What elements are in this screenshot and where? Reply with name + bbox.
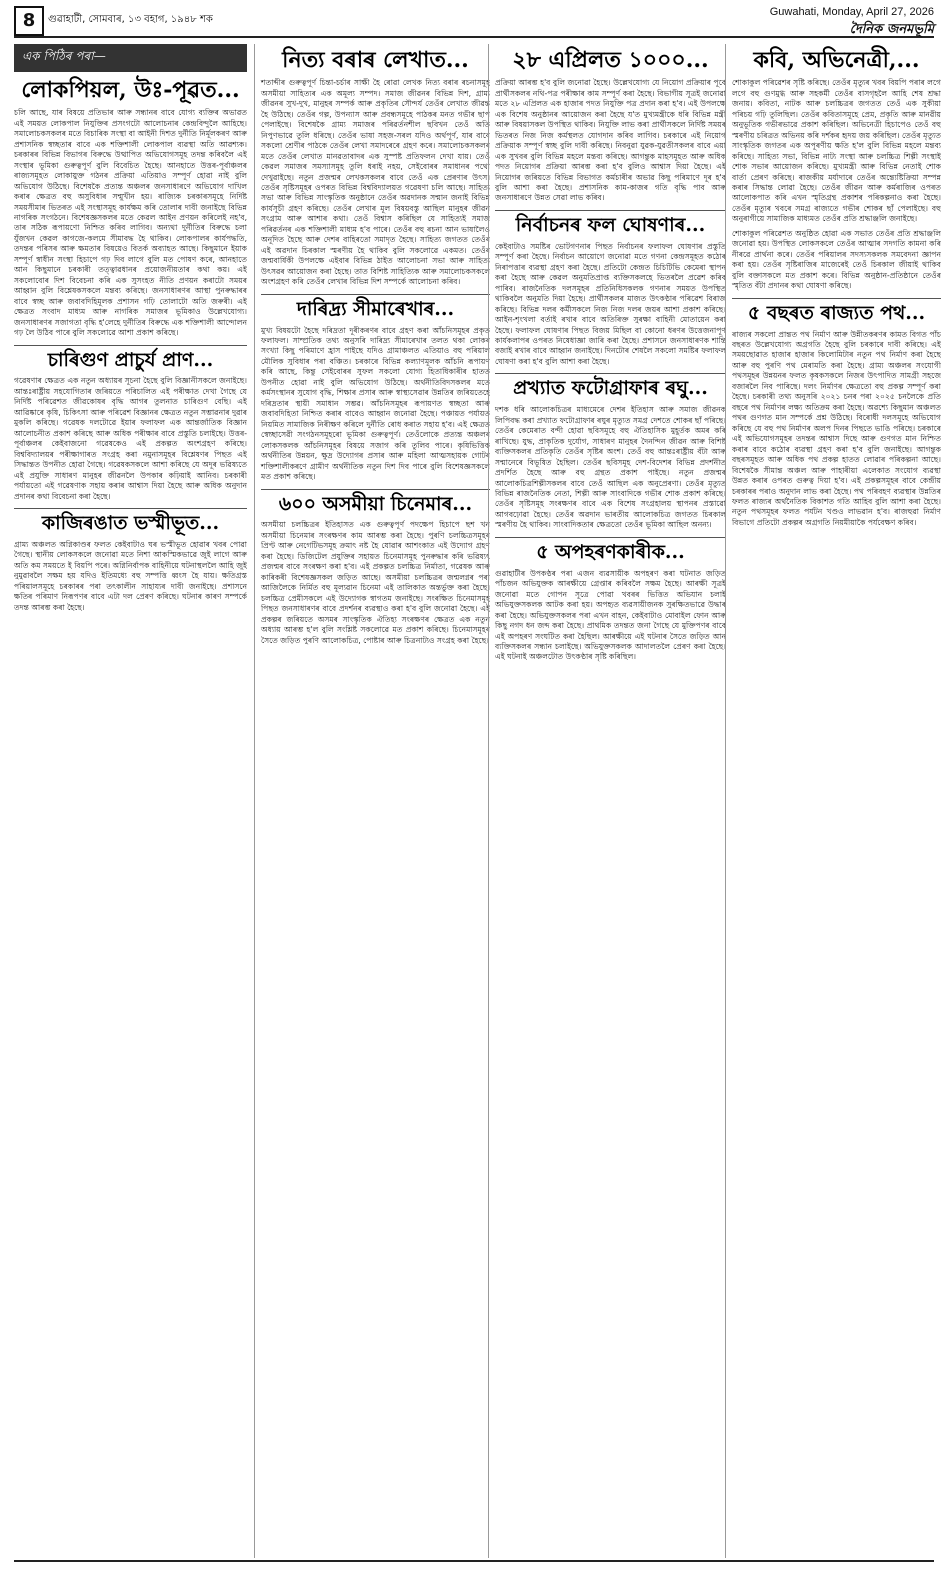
article-body: প্ৰক্ৰিয়া আৰম্ভ হ'ব বুলি জনোৱা হৈছে। উল্লেখযোগ্য যে নিয়োগ প্ৰক্ৰিয়াৰ পূৰ্বে প্ৰাৰ্থীসকলৰ নথি-পত্ৰ পৰীক্ষাৰ কাম সম্পূৰ্ণ কৰা হৈছে। বিভাগীয় সূত্ৰই জনোৱা মতে ২৮ এপ্ৰিলত এক হাজাৰ পদত নিযুক্তি পত্ৰ প্ৰদান কৰা হ'ব। এই উপলক্ষে এক বিশেষ অনুষ্ঠানৰ আয়োজন কৰা হৈছে য'ত মুখ্যমন্ত্ৰীকে ধৰি বিভিন্ন মন্ত্ৰী আৰু বিষয়াসকল উপস্থিত থাকিব। নিযুক্তি লাভ কৰা প্ৰাৰ্থীসকলে নিৰ্দিষ্ট সময়ৰ ভিতৰত নিজ নিজ কৰ্মস্থলত যোগদান কৰিব লাগিব। চৰকাৰে এই নিয়োগ প্ৰক্ৰিয়াক সম্পূৰ্ণ স্বচ্ছ বুলি দাবী কৰিছে। নিবনুৱা যুৱক-যুৱতীসকলৰ বাবে এয়া এক সুখবৰ বুলি বিভিন্ন মহলে মন্তব্য কৰিছে। আগন্তুক মাহসমূহত আৰু অধিক পদত নিয়োগৰ প্ৰক্ৰিয়া আৰম্ভ কৰা হ'ব বুলিও আশ্বাস দিয়া হৈছে। এই নিয়োগৰ জৰিয়তে বিভিন্ন বিভাগত কৰ্মচাৰীৰ অভাৱ কিছু পৰিমাণে দূৰ হ'ব বুলি আশা কৰা হৈছে। প্ৰশাসনিক কাম-কাজৰ গতি বৃদ্ধি পাব আৰু জনসাধাৰণে উন্নত সেৱা লাভ কৰিব। xyxy=(495,78,726,203)
divider xyxy=(14,508,247,509)
headline: ৫ বছৰত ৰাজ্যত পথ... xyxy=(747,301,926,324)
column-2 xyxy=(254,44,490,1558)
page-header xyxy=(14,4,934,38)
headline: ৫ অপহৰণকাৰীক... xyxy=(536,540,685,563)
headline: ৬০০ অসমীয়া চিনেমাৰ... xyxy=(278,492,473,515)
divider xyxy=(495,210,726,211)
column-3 xyxy=(488,44,726,1558)
article-body: দশক ধৰি আলোকচিত্ৰৰ মাধ্যমেৰে দেশৰ ইতিহাস আৰু সমাজ জীৱনক লিপিবদ্ধ কৰা প্ৰখ্যাত ফটোগ্ৰাফাৰ ৰঘুৰ মৃত্যুত সমগ্ৰ দেশতে শোকৰ ছাঁ পৰিছে। তেওঁৰ কেমেৰাত বন্দী হোৱা ছবিসমূহে বহু ঐতিহাসিক মুহূৰ্তক অমৰ কৰি ৰাখিছে। যুদ্ধ, প্ৰাকৃতিক দুৰ্যোগ, সাধাৰণ মানুহৰ দৈনন্দিন জীৱন আৰু বিশিষ্ট ব্যক্তিসকলৰ প্ৰতিকৃতি তেওঁৰ সৃষ্টিৰ অংশ। তেওঁ বহু আন্তঃৰাষ্ট্ৰীয় বঁটা আৰু সন্মানেৰে বিভূষিত হৈছিল। তেওঁৰ ছবিসমূহ দেশ-বিদেশৰ বিভিন্ন প্ৰদৰ্শনীত প্ৰদৰ্শিত হৈছে আৰু বহু গ্ৰন্থত প্ৰকাশ পাইছে। নতুন প্ৰজন্মৰ আলোকচিত্ৰশিল্পীসকলৰ বাবে তেওঁ আছিল এক অনুপ্ৰেৰণা। তেওঁৰ মৃত্যুত বিভিন্ন ৰাজনৈতিক নেতা, শিল্পী আৰু সাংবাদিকে গভীৰ শোক প্ৰকাশ কৰিছে। তেওঁৰ সৃষ্টিসমূহ সংৰক্ষণৰ বাবে এক বিশেষ সংগ্ৰহালয় স্থাপনৰ প্ৰস্তাৱো আগবঢ়োৱা হৈছে। তেওঁৰ অৱদান ভাৰতীয় আলোকচিত্ৰ জগতত চিৰকাল স্মৰণীয় হৈ থাকিব। সাংবাদিকতাৰ ক্ষেত্ৰতো তেওঁৰ ভূমিকা আছিল অনন্য। xyxy=(495,405,726,530)
article-body: ৰাজ্যৰ সকলো প্ৰান্তত পথ নিৰ্মাণ আৰু উন্নীতকৰণৰ কামত বিগত পাঁচ বছৰত উল্লেখযোগ্য অগ্ৰগতি হৈছে বুলি চৰকাৰে দাবী কৰিছে। এই সময়ছোৱাত হাজাৰ হাজাৰ কিলোমিটাৰ নতুন পথ নিৰ্মাণ কৰা হৈছে আৰু বহু পুৰণি পথ মেৰামতি কৰা হৈছে। গ্ৰাম্য অঞ্চলৰ সংযোগী পথসমূহৰ উন্নয়নৰ ফলত কৃষকসকলে নিজৰ উৎপাদিত সামগ্ৰী সহজে বজাৰলৈ নিব পাৰিছে। দলং নিৰ্মাণৰ ক্ষেত্ৰতো বহু প্ৰকল্প সম্পূৰ্ণ কৰা হৈছে। চৰকাৰী তথ্য অনুসৰি ২০২১ চনৰ পৰা ২০২৫ চনলৈকে প্ৰতি বছৰে পথ নিৰ্মাণৰ লক্ষ্য অতিক্ৰম কৰা হৈছে। অৱশ্যে কিছুমান অঞ্চলত পথৰ গুণগত মান সম্পৰ্কে প্ৰশ্ন উঠিছে। বিৰোধী দলসমূহে অভিযোগ কৰিছে যে বহু পথ নিৰ্মাণৰ অলপ দিনৰ পিছতে ভাঙি পৰিছে। চৰকাৰে এই অভিযোগসমূহৰ তদন্তৰ আশ্বাস দিছে আৰু গুণগত মান নিশ্চিত কৰাৰ বাবে কঠোৰ ব্যৱস্থা গ্ৰহণ কৰা হ'ব বুলি জনাইছে। আগন্তুক বছৰসমূহত আৰু অধিক পথ প্ৰকল্প হাতত লোৱাৰ পৰিকল্পনা আছে। বিশেষকৈ সীমান্ত অঞ্চল আৰু পাহাৰীয়া এলেকাত সংযোগ ব্যৱস্থা উন্নত কৰাৰ ওপৰত গুৰুত্ব দিয়া হ'ব। এই প্ৰকল্পসমূহৰ বাবে কেন্দ্ৰীয় চৰকাৰৰ পৰাও অনুদান লাভ কৰা হৈছে। পথ পৰিবহণ ব্যৱস্থাৰ উন্নতিৰ ফলত ৰাজ্যৰ অৰ্থনৈতিক বিকাশত গতি আহিব বুলি আশা কৰা হৈছে। নতুন পথসমূহৰ ফলত পৰ্যটন খণ্ডও লাভৱান হ'ব। ৰাজহুৱা নিৰ্মাণ বিভাগে প্ৰতিটো প্ৰকল্পৰ অগ্ৰগতি নিয়মীয়াকৈ পৰ্যবেক্ষণ কৰিব। xyxy=(732,329,941,527)
headline: নিৰ্বাচনৰ ফল ঘোষণাৰ... xyxy=(515,213,706,236)
article-body: গুৱাহাটীৰ উপকণ্ঠৰ পৰা এজন ব্যৱসায়ীক অপহৰণ কৰা ঘটনাত জড়িত পাঁচজন অভিযুক্তক আৰক্ষীয়ে গ্ৰেপ্তাৰ কৰিবলৈ সক্ষম হৈছে। আৰক্ষী সূত্ৰই জনোৱা মতে গোপন সূত্ৰে পোৱা খবৰৰ ভিত্তিত অভিযান চলাই অভিযুক্তসকলক আটক কৰা হয়। অপহৃত ব্যৱসায়ীজনক সুৰক্ষিতভাৱে উদ্ধাৰ কৰা হৈছে। অভিযুক্তসকলৰ পৰা এখন বাহন, কেইবাটাও মোবাইল ফোন আৰু কিছু নগদ ধন জব্দ কৰা হৈছে। প্ৰাথমিক তদন্তত জনা গৈছে যে মুক্তিপণৰ বাবে এই অপহৰণ সংঘটিত কৰা হৈছিল। আৰক্ষীয়ে এই ঘটনাৰ সৈতে জড়িত আন ব্যক্তিসকলৰ সন্ধান চলাইছে। অভিযুক্তসকলক আদালতলৈ প্ৰেৰণ কৰা হৈছে। এই ঘটনাই অঞ্চলটোত উৎকণ্ঠাৰ সৃষ্টি কৰিছিল। xyxy=(495,568,726,662)
article-body: শোকাকুল পৰিৱেশত অনুষ্ঠিত হোৱা এক সভাত তেওঁৰ প্ৰতি শ্ৰদ্ধাঞ্জলি জনোৱা হয়। উপস্থিত লোকসকলে তেওঁৰ আত্মাৰ সদগতি কামনা কৰি নীৰৱে প্ৰাৰ্থনা কৰে। তেওঁৰ পৰিয়ালৰ সদস্যসকলক সমবেদনা জ্ঞাপন কৰা হয়। তেওঁৰ সৃষ্টিৰাজিৰ মাজেৰেই তেওঁ চিৰকাল জীয়াই থাকিব বুলি বক্তাসকলে মত প্ৰকাশ কৰে। বিভিন্ন অনুষ্ঠান-প্ৰতিষ্ঠানে তেওঁৰ স্মৃতিত বঁটা প্ৰদানৰ কথা ঘোষণা কৰিছে। xyxy=(732,228,941,291)
article-body: গ্ৰাম্য অঞ্চলত অগ্নিকাণ্ডৰ ফলত কেইবাটাও ঘৰ ভস্মীভূত হোৱাৰ খবৰ পোৱা গৈছে। স্থানীয় লোকসকলে জনোৱা মতে নিশা আকস্মিকভাৱে জুই লাগে আৰু অতি কম সময়তে ই বিয়পি পৰে। অগ্নিনিৰ্বাপক বাহিনীয়ে ঘটনাস্থললৈ আহি জুই নুমুৱাবলৈ সক্ষম হয় যদিও ইতিমধ্যে বহু সম্পত্তি ধ্বংস হৈ যায়। ক্ষতিগ্ৰস্ত পৰিয়ালসমূহে চৰকাৰৰ পৰা তৎকালীন সাহায্যৰ দাবী জনাইছে। প্ৰশাসনে ক্ষতিৰ পৰিমাণ নিৰূপণৰ বাবে এটা দল প্ৰেৰণ কৰিছে। ঘটনাৰ কাৰণ সম্পৰ্কে তদন্ত আৰম্ভ কৰা হৈছে। xyxy=(14,539,247,612)
divider xyxy=(495,373,726,374)
article-body: মুখ্য বিষয়টো হৈছে দৰিদ্ৰতা দূৰীকৰণৰ বাবে গ্ৰহণ কৰা আঁচনিসমূহৰ প্ৰকৃত ফলাফল। সাম্প্ৰতিক তথ্য অনুসৰি দাৰিদ্ৰ্য সীমাৰেখাৰ তলত থকা লোকৰ সংখ্যা কিছু পৰিমাণে হ্ৰাস পাইছে যদিও গ্ৰামাঞ্চলত এতিয়াও বহু পৰিয়াল মৌলিক সুবিধাৰ পৰা বঞ্চিত। চৰকাৰে বিভিন্ন কল্যাণমূলক আঁচনি ৰূপায়ণ কৰি আছে, কিন্তু সেইবোৰৰ সুফল সকলো যোগ্য হিতাধিকাৰীৰ হাতত উপনীত হোৱা নাই বুলি অভিযোগ উঠিছে। অৰ্থনীতিবিদসকলৰ মতে কৰ্মসংস্থানৰ সুযোগ বৃদ্ধি, শিক্ষাৰ প্ৰসাৰ আৰু স্বাস্থ্যসেৱাৰ উন্নতিৰ জৰিয়তেহে দৰিদ্ৰতাৰ স্থায়ী সমাধান সম্ভৱ। আঁচনিসমূহৰ ৰূপায়ণত স্বচ্ছতা আৰু জবাবদিহিতা নিশ্চিত কৰাৰ বাবেও আহ্বান জনোৱা হৈছে। পঞ্চায়ত পৰ্যায়ত নিয়মিত সামাজিক নিৰীক্ষণ কৰিলে দুৰ্নীতি ৰোধ কৰাত সহায় হ'ব। এই ক্ষেত্ৰত স্বেচ্ছাসেৱী সংগঠনসমূহৰো ভূমিকা গুৰুত্বপূৰ্ণ। তেওঁলোকে প্ৰত্যন্ত অঞ্চলৰ লোকসকলক আঁচনিসমূহৰ বিষয়ে সজাগ কৰি তুলিব পাৰে। কৃষিভিত্তিক অৰ্থনীতিৰ উন্নয়ন, ক্ষুদ্ৰ উদ্যোগৰ প্ৰসাৰ আৰু মহিলা আত্মসহায়ক গোটৰ শক্তিশালীকৰণে গ্ৰামীণ অৰ্থনীতিক নতুন দিশ দিব পাৰে বুলি বিশেষজ্ঞসকলে মত প্ৰকাশ কৰিছে। xyxy=(261,325,490,482)
local-date: গুৱাহাটী, সোমবাৰ, ১৩ বহাগ, ১৯৪৮ শক xyxy=(48,14,213,25)
footer-rule xyxy=(14,1560,934,1562)
divider xyxy=(14,345,247,346)
article-body: শতাব্দীৰ গুৰুত্বপূৰ্ণ চিন্তা-চৰ্চাৰ সাক্ষী হৈ ৰোৱা লেখক নিত্য বৰাৰ ৰচনাসমূহ অসমীয়া সাহিত্যৰ এক অমূল্য সম্পদ। সমাজ জীৱনৰ বিভিন্ন দিশ, গ্ৰাম্য জীৱনৰ সুখ-দুখ, মানুহৰ সম্পৰ্ক আৰু প্ৰকৃতিৰ সৌন্দৰ্য তেওঁৰ লেখাত জীৱন্ত হৈ উঠিছে। তেওঁৰ গল্প, উপন্যাস আৰু প্ৰবন্ধসমূহে পাঠকৰ মনত গভীৰ ছাপ পেলাইছে। বিশেষকৈ গ্ৰাম্য সমাজৰ পৰিৱৰ্তনশীল ছবিখন তেওঁ অতি নিপুণভাৱে তুলি ধৰিছে। তেওঁৰ ভাষা সহজ-সৰল যদিও অৰ্থপূৰ্ণ, যাৰ বাবে সকলো শ্ৰেণীৰ পাঠকে তেওঁৰ লেখা সমাদৰেৰে গ্ৰহণ কৰে। সমালোচকসকলৰ মতে তেওঁৰ লেখাত মানৱতাবাদৰ এক সুস্পষ্ট প্ৰতিফলন দেখা যায়। তেওঁ কেৱল সমাজৰ সমস্যাসমূহ তুলি ধৰাই নহয়, সেইবোৰৰ সমাধানৰ পথো দেখুৱাইছে। নতুন প্ৰজন্মৰ লেখকসকলৰ বাবে তেওঁ এক প্ৰেৰণাৰ উৎস। তেওঁৰ সৃষ্টিসমূহৰ ওপৰত বিভিন্ন বিশ্ববিদ্যালয়ত গৱেষণা চলি আছে। সাহিত্য সভা আৰু বিভিন্ন সাংস্কৃতিক অনুষ্ঠানে তেওঁৰ অৱদানক সন্মান জনাই বিভিন্ন কাৰ্যসূচী গ্ৰহণ কৰিছে। তেওঁৰ লেখাৰ মূল বিষয়বস্তু আছিল মানুহৰ জীৱন সংগ্ৰাম আৰু আশাৰ কথা। তেওঁ বিশ্বাস কৰিছিল যে সাহিত্যই সমাজ পৰিৱৰ্তনৰ এক শক্তিশালী মাধ্যম হ'ব পাৰে। তেওঁৰ বহু ৰচনা আন ভাষালৈও অনূদিত হৈছে আৰু দেশৰ বাহিৰতো সমাদৃত হৈছে। সাহিত্য জগতত তেওঁৰ এই অৱদান চিৰকাল স্মৰণীয় হৈ থাকিব বুলি সকলোৱে একমত। তেওঁৰ জন্মবাৰ্ষিকী উপলক্ষে এইবাৰ বিভিন্ন ঠাইত আলোচনা সভা আৰু সাহিত্য উৎসৱৰ আয়োজন কৰা হৈছে। তাত বিশিষ্ট সাহিত্যিক আৰু সমালোচকসকলে অংশগ্ৰহণ কৰি তেওঁৰ লেখাৰ বিভিন্ন দিশ সম্পৰ্কে আলোচনা কৰিব। xyxy=(261,78,490,287)
article-body: অসমীয়া চলচ্চিত্ৰৰ ইতিহাসত এক গুৰুত্বপূৰ্ণ পদক্ষেপ হিচাপে ছশ খন অসমীয়া চিনেমাৰ সংৰক্ষণৰ কাম আৰম্ভ কৰা হৈছে। পুৰণি চলচ্চিত্ৰসমূহৰ প্ৰিণ্ট আৰু নেগেটিভসমূহ ক্ৰমাৎ নষ্ট হৈ যোৱাৰ আশংকাত এই উদ্যোগ গ্ৰহণ কৰা হৈছে। ডিজিটেল প্ৰযুক্তিৰ সহায়ত চিনেমাসমূহ পুনৰুদ্ধাৰ কৰি ভৱিষ্যৎ প্ৰজন্মৰ বাবে সংৰক্ষণ কৰা হ'ব। এই প্ৰকল্পত চলচ্চিত্ৰ নিৰ্মাতা, গৱেষক আৰু কাৰিকৰী বিশেষজ্ঞসকল জড়িত আছে। অসমীয়া চলচ্চিত্ৰৰ জন্মলগ্নৰ পৰা আজিলৈকে নিৰ্মিত বহু মূল্যৱান চিনেমা এই তালিকাত অন্তৰ্ভুক্ত কৰা হৈছে। চলচ্চিত্ৰ প্ৰেমীসকলে এই উদ্যোগক স্বাগতম জনাইছে। সংৰক্ষিত চিনেমাসমূহ পিছত জনসাধাৰণৰ বাবে প্ৰদৰ্শনৰ ব্যৱস্থাও কৰা হ'ব বুলি জনোৱা হৈছে। এই প্ৰকল্পৰ জৰিয়তে অসমৰ সাংস্কৃতিক ঐতিহ্য সংৰক্ষণৰ ক্ষেত্ৰত এক নতুন অধ্যায় আৰম্ভ হ'ল বুলি সংশ্লিষ্ট সকলোৱে মত প্ৰকাশ কৰিছে। চিনেমাসমূহৰ সৈতে জড়িত পুৰণি আলোকচিত্ৰ, পোষ্টাৰ আৰু চিত্ৰনাট্যও সংগ্ৰহ কৰা হৈছে। xyxy=(261,520,490,645)
divider xyxy=(261,489,490,490)
headline: দাৰিদ্ৰ্য সীমাৰেখাৰ... xyxy=(296,297,455,320)
divider xyxy=(495,537,726,538)
divider xyxy=(261,294,490,295)
headline: প্ৰখ্যাত ফটোগ্ৰাফাৰ ৰঘু... xyxy=(513,377,708,400)
column-4 xyxy=(725,44,941,1558)
headline: চাৰিগুণ প্ৰাচুৰ্য প্ৰাণ... xyxy=(47,348,214,371)
article-body: গৱেষণাৰ ক্ষেত্ৰত এক নতুন অধ্যায়ৰ সূচনা হৈছে বুলি বিজ্ঞানীসকলে জনাইছে। আন্তঃৰাষ্ট্ৰীয় সহযোগিতাৰ জৰিয়তে পৰিচালিত এই পৰীক্ষাত দেখা গৈছে যে নিৰ্দিষ্ট পৰিৱেশত জীৱকোষৰ বৃদ্ধি আগৰ তুলনাত চাৰিগুণ বেছি। এই আৱিষ্কাৰে কৃষি, চিকিৎসা আৰু পৰিৱেশ বিজ্ঞানৰ ক্ষেত্ৰত নতুন সম্ভাৱনাৰ দুৱাৰ মুকলি কৰিছে। গৱেষক দলটোৱে ইয়াৰ ফলাফল এক আন্তৰ্জাতিক বিজ্ঞান আলোচনীত প্ৰকাশ কৰিছে আৰু অধিক পৰীক্ষাৰ বাবে প্ৰস্তুতি চলাইছে। উত্তৰ-পূৰ্বাঞ্চলৰ কেইবাজনো গৱেষকেও এই প্ৰকল্পত অংশগ্ৰহণ কৰিছে। বিশ্ববিদ্যালয়ৰ পৰীক্ষাগাৰত সংগ্ৰহ কৰা নমুনাসমূহৰ বিশ্লেষণৰ পিছত এই সিদ্ধান্তত উপনীত হোৱা গৈছে। গৱেষকসকলে আশা কৰিছে যে অদূৰ ভৱিষ্যতে এই প্ৰযুক্তি সাধাৰণ মানুহৰ জীৱনলৈ উপকাৰ কঢ়িয়াই আনিব। চৰকাৰী পৰ্যায়তো এই গৱেষণাক সহায় কৰাৰ আশ্বাস দিয়া হৈছে আৰু অধিক অনুদান প্ৰদানৰ কথা বিবেচনা কৰা হৈছে। xyxy=(14,376,247,501)
headline: কবি, অভিনেত্ৰী,... xyxy=(753,47,920,73)
page-number: 8 xyxy=(14,6,44,36)
column-1 xyxy=(14,44,247,1558)
english-date: Guwahati, Monday, April 27, 2026 xyxy=(769,6,934,18)
headline: নিত্য বৰাৰ লেখাত... xyxy=(282,47,469,73)
article-body: চলি আছে, যাৰ বিষয়ে প্ৰতিভাৰ আৰু সন্ধানৰ বাবে যোগ্য ব্যক্তিৰ অভাৱত এই সময়ত লোকপাল নিযুক্তিৰ প্ৰসংগটো আলোচনাৰ কেন্দ্ৰবিন্দুলৈ আহিছে। সমালোচকসকলৰ মতে বিচাৰিক সংস্থা বা আইনী দিশত দুৰ্নীতি নিৰ্মূলকৰণ আৰু প্ৰশাসনিক স্বচ্ছতাৰ বাবে এক শক্তিশালী লোকপাল ব্যৱস্থা অতি আৱশ্যক। চৰকাৰৰ বিভিন্ন বিভাগৰ বিৰুদ্ধে উত্থাপিত অভিযোগসমূহ তদন্ত কৰিবলৈ এই সংস্থাৰ ভূমিকা গুৰুত্বপূৰ্ণ বুলি বিবেচিত হৈছে। আনহাতে উত্তৰ-পূৰ্বাঞ্চলৰ ৰাজ্যসমূহত লোকায়ুক্ত গঠনৰ প্ৰক্ৰিয়া এতিয়াও সম্পূৰ্ণ হোৱা নাই বুলি অভিযোগ উঠিছে। বিশেষকৈ প্ৰত্যন্ত অঞ্চলৰ জনসাধাৰণে অভিযোগ দাখিল কৰাৰ ক্ষেত্ৰত বহু অসুবিধাৰ সন্মুখীন হয়। ৰাজ্যিক চৰকাৰসমূহে নিৰ্দিষ্ট সময়সীমাৰ ভিতৰত এই সংস্থাসমূহ কাৰ্যক্ষম কৰি তোলাৰ দাবী জনাইছে বিভিন্ন নাগৰিক সংগঠনে। বিশেষজ্ঞসকলৰ মতে কেৱল আইন প্ৰণয়ন কৰিলেই নহ'ব, তাৰ সঠিক ৰূপায়ণো নিশ্চিত কৰিব লাগিব। অন্যথা দুৰ্নীতিৰ বিৰুদ্ধে চলা যুঁজখন কেৱল কাগজে-কলমে সীমাবদ্ধ হৈ থাকিব। লোকপালৰ কাৰ্যপদ্ধতি, তদন্তৰ পৰিসৰ আৰু ক্ষমতাৰ বিষয়েও বিতৰ্ক অব্যাহত আছে। কিছুমানে ইয়াক সম্পূৰ্ণ স্বাধীন সংস্থা হিচাপে গঢ় দিব লাগে বুলি মত পোষণ কৰে, আনহাতে আন কিছুমানে চৰকাৰী তত্ত্বাৱধানৰ প্ৰয়োজনীয়তাৰ কথা কয়। এই সকলোবোৰ দিশ বিবেচনা কৰি এক সুসংহত নীতি প্ৰণয়ন কৰাটো সময়ৰ আহ্বান বুলি বিশ্লেষকসকলে মন্তব্য কৰিছে। জনসাধাৰণৰ আস্থা পুনৰুদ্ধাৰৰ বাবে স্বচ্ছ আৰু জবাবদিহিমূলক প্ৰশাসন গঢ়ি তোলাটো অতি জৰুৰী। এই ক্ষেত্ৰত সংবাদ মাধ্যম আৰু নাগৰিক সমাজৰ ভূমিকাও উল্লেখযোগ্য। জনসাধাৰণৰ সজাগতা বৃদ্ধি হ'লেহে দুৰ্নীতিৰ বিৰুদ্ধে এক শক্তিশালী আন্দোলন গঢ় লৈ উঠিব পাৰে বুলি সকলোৱে আশা প্ৰকাশ কৰিছে। xyxy=(14,108,247,338)
article-body: শোকাকুল পৰিৱেশৰ সৃষ্টি কৰিছে। তেওঁৰ মৃত্যুৰ খবৰ বিয়পি পৰাৰ লগে লগে বহু গুণমুগ্ধ আৰু সহকৰ্মী তেওঁৰ বাসগৃহলৈ আহি শেষ শ্ৰদ্ধা জনায়। কবিতা, নাটক আৰু চলচ্চিত্ৰৰ জগতত তেওঁ এক সুকীয়া পৰিচয় গঢ়ি তুলিছিল। তেওঁৰ কবিতাসমূহে প্ৰেম, প্ৰকৃতি আৰু মানৱীয় অনুভূতিক গভীৰভাৱে প্ৰকাশ কৰিছিল। অভিনেত্ৰী হিচাপেও তেওঁ বহু স্মৰণীয় চৰিত্ৰত অভিনয় কৰি দৰ্শকৰ হৃদয় জয় কৰিছিল। তেওঁৰ মৃত্যুত সাংস্কৃতিক জগতৰ এক অপূৰণীয় ক্ষতি হ'ল বুলি বিভিন্ন মহলে মন্তব্য কৰিছে। সাহিত্য সভা, বিভিন্ন নাট্য সংস্থা আৰু চলচ্চিত্ৰ শিল্পী সংস্থাই শোক সভাৰ আয়োজন কৰিছে। মুখ্যমন্ত্ৰী আৰু বিভিন্ন নেতাই শোক বাৰ্তা প্ৰেৰণ কৰিছে। ৰাজকীয় মৰ্যাদাৰে তেওঁৰ অন্ত্যেষ্টিক্ৰিয়া সম্পন্ন কৰাৰ সিদ্ধান্ত লোৱা হৈছে। তেওঁৰ জীৱন আৰু কৰ্মৰাজিৰ ওপৰত আলোকপাত কৰি এখন স্মৃতিগ্ৰন্থ প্ৰকাশৰ পৰিকল্পনাও কৰা হৈছে। তেওঁৰ মৃত্যুৰ খবৰে সমগ্ৰ ৰাজ্যতে গভীৰ শোকৰ ছাঁ পেলাইছে। বহু অনুৰাগীয়ে সামাজিক মাধ্যমত তেওঁৰ প্ৰতি শ্ৰদ্ধাঞ্জলি জনাইছে। xyxy=(732,78,941,224)
headline: লোকপিয়ল, উঃ-পূৱত... xyxy=(21,77,240,103)
section-label: এক পিঠিৰ পৰা— xyxy=(14,44,247,72)
masthead: দৈনিক জনমভূমি xyxy=(849,22,934,37)
headline: কাজিৰঙাত ভস্মীভূত... xyxy=(41,512,220,535)
article-body: কেইবাটাও সমষ্টিৰ ভোটগণনাৰ পিছত নিৰ্বাচনৰ ফলাফল ঘোষণাৰ প্ৰস্তুতি সম্পূৰ্ণ কৰা হৈছে। নিৰ্বাচন আয়োগে জনোৱা মতে গণনা কেন্দ্ৰসমূহত কঠোৰ নিৰাপত্তাৰ ব্যৱস্থা গ্ৰহণ কৰা হৈছে। প্ৰতিটো কেন্দ্ৰত চিচিটিভি কেমেৰা স্থাপন কৰা হৈছে আৰু কেৱল অনুমতিপ্ৰাপ্ত ব্যক্তিসকলহে ভিতৰলৈ প্ৰৱেশ কৰিব পাৰিব। ৰাজনৈতিক দলসমূহৰ প্ৰতিনিধিসকলক গণনাৰ সময়ত উপস্থিত থাকিবলৈ অনুমতি দিয়া হৈছে। প্ৰাৰ্থীসকলৰ মাজত উৎকণ্ঠাৰ পৰিৱেশ বিৰাজ কৰিছে। বিভিন্ন দলৰ কৰ্মীসকলে নিজ নিজ দলৰ জয়ৰ আশা প্ৰকাশ কৰিছে। আইন-শৃংখলা বৰ্তাই ৰখাৰ বাবে অতিৰিক্ত সুৰক্ষা বাহিনী মোতায়েন কৰা হৈছে। ফলাফল ঘোষণাৰ পিছত বিজয় মিছিল বা কোনো ধৰণৰ উত্তেজনাপূৰ্ণ কাৰ্যকলাপৰ ওপৰত নিষেধাজ্ঞা জাৰি কৰা হৈছে। প্ৰশাসনে জনসাধাৰণক শান্তি বজাই ৰখাৰ বাবে আহ্বান জনাইছে। দিনটোৰ শেষলৈ সকলো সমষ্টিৰ ফলাফল ঘোষণা কৰা হ'ব বুলি আশা কৰা হৈছে। xyxy=(495,241,726,366)
headline: ২৮ এপ্ৰিলত ১০০০... xyxy=(512,47,709,73)
divider xyxy=(732,298,941,299)
